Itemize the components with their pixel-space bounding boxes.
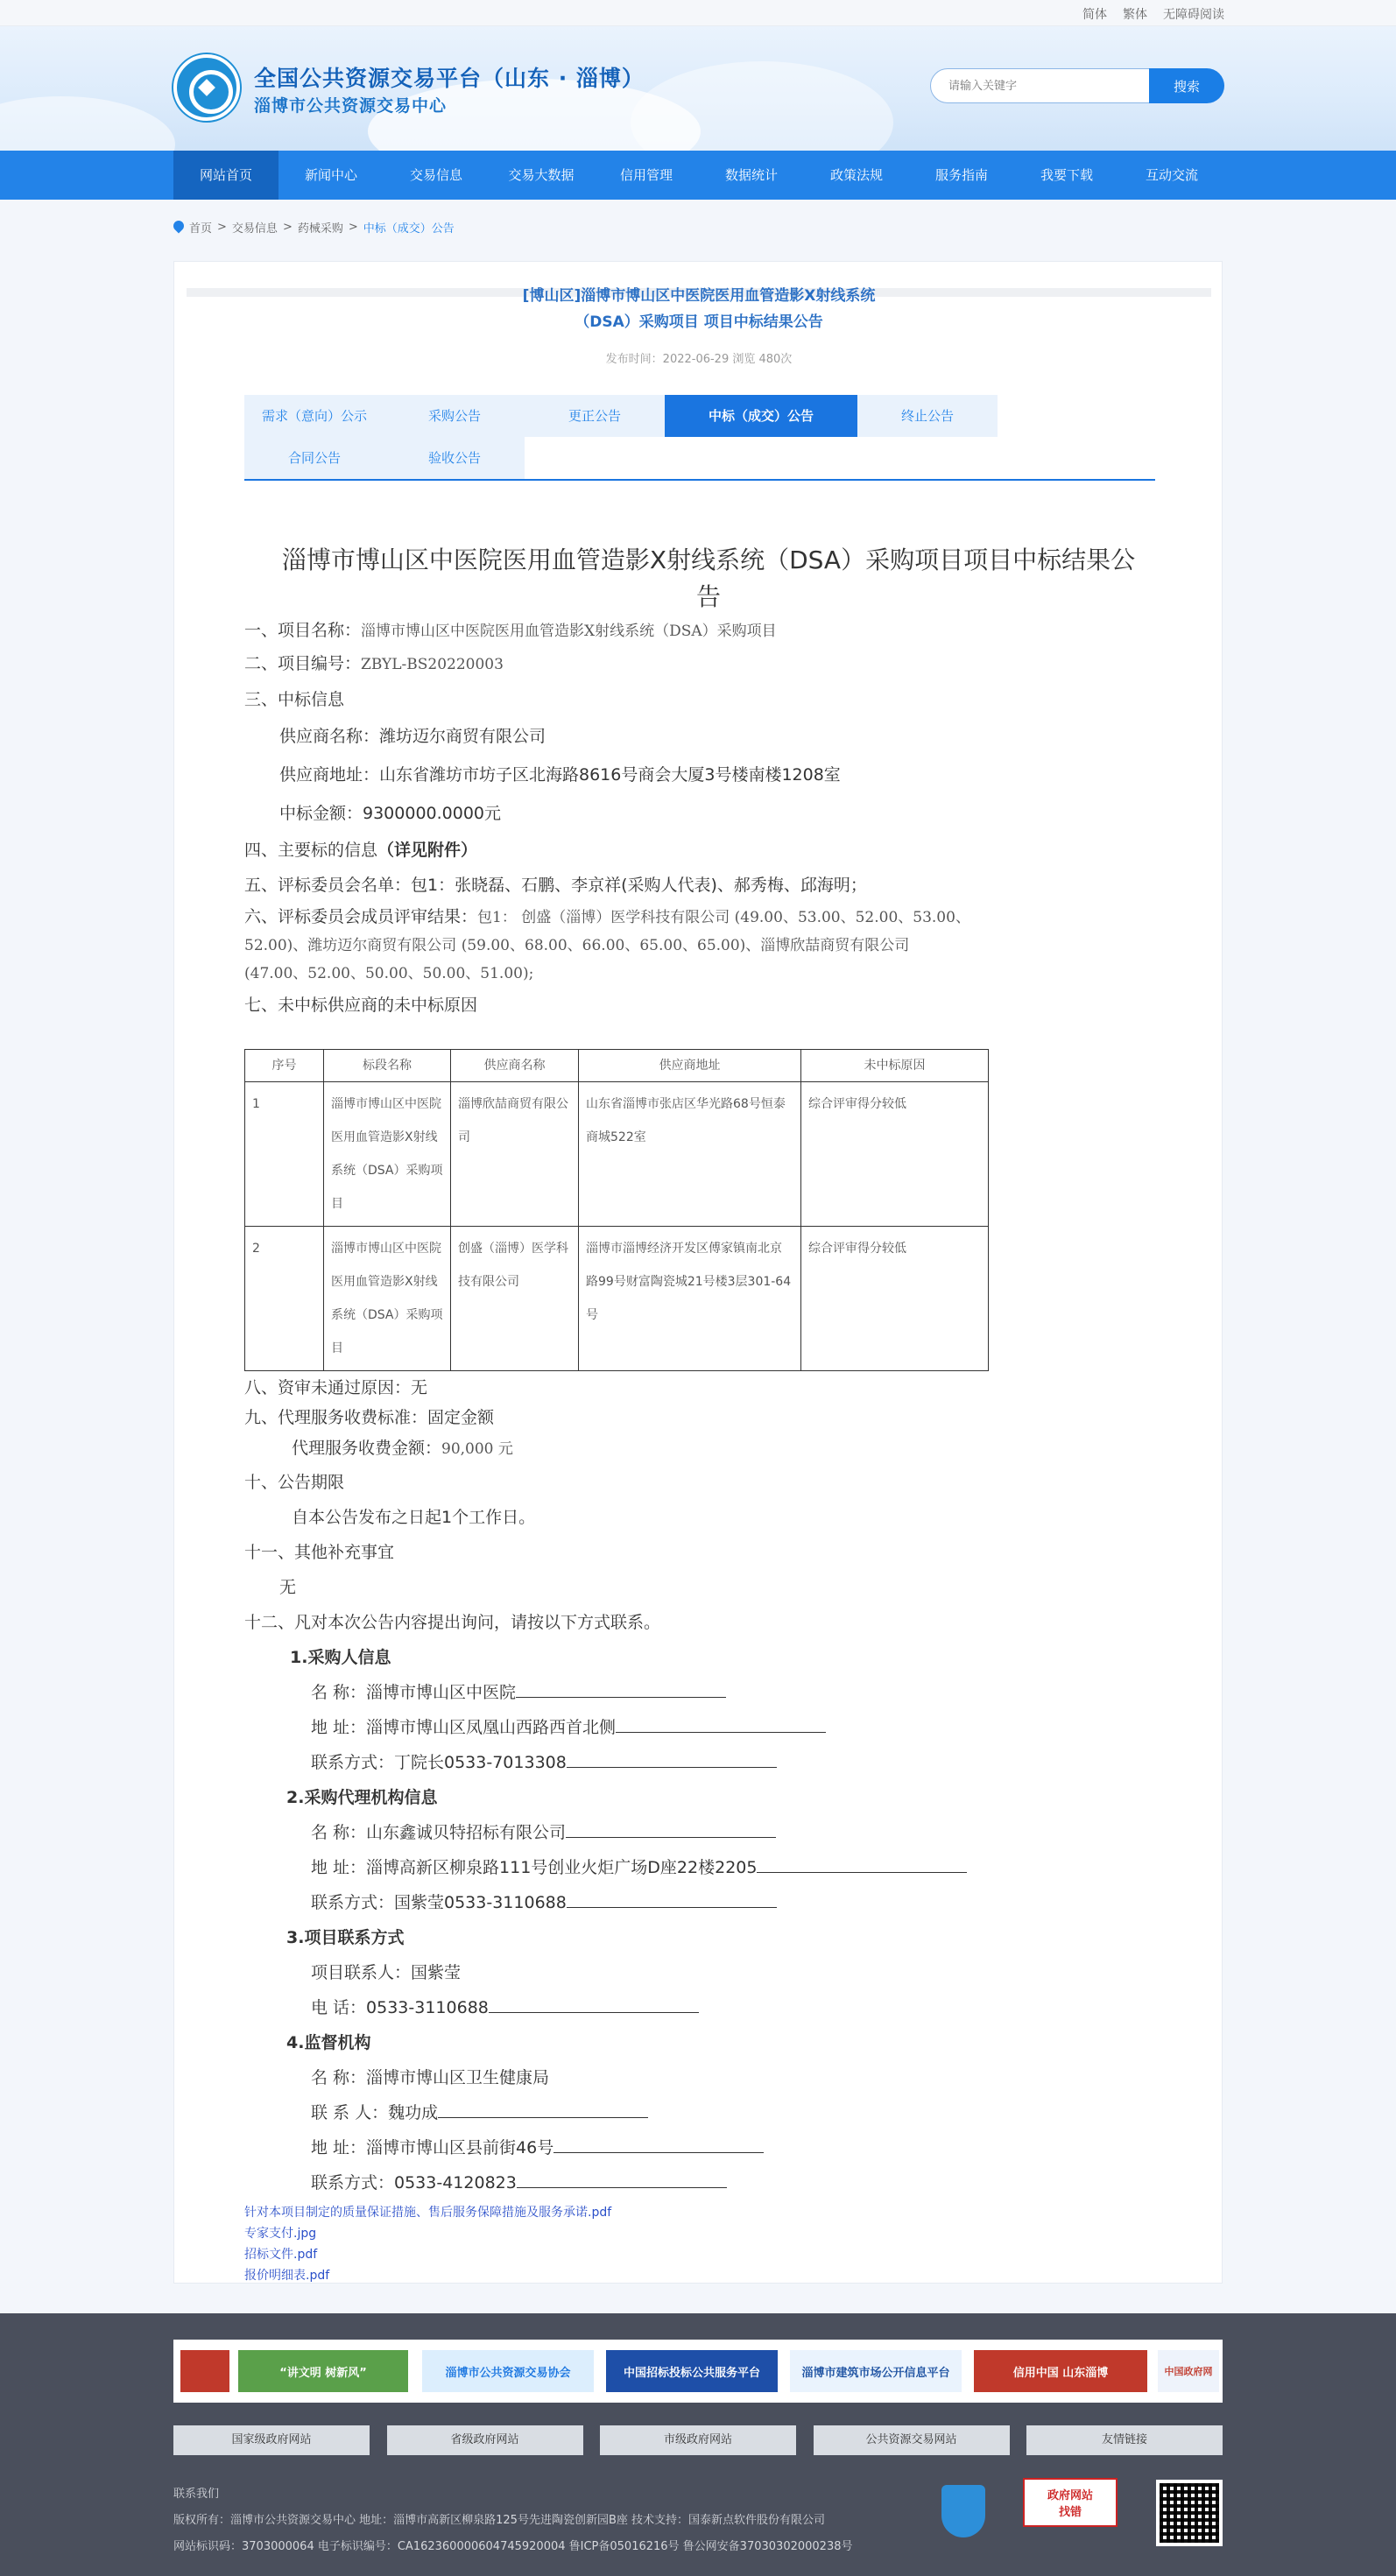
link-selects	[173, 2425, 1223, 2455]
project-contact-phone: 电 话：0533-3110688	[244, 1990, 1173, 2025]
search-button[interactable]: 搜索	[1149, 68, 1224, 103]
nav-item-home[interactable]: 网站首页	[173, 151, 278, 200]
article-heading	[244, 542, 1173, 616]
col-supplier-address: 供应商地址	[579, 1050, 801, 1082]
attachment-link-tender-file[interactable]: 招标文件.pdf	[244, 2248, 318, 2262]
col-reason: 未中标原因	[801, 1050, 989, 1082]
see-attachment-note: （详见附件）	[377, 841, 478, 860]
article-heading-line2: 告	[695, 582, 721, 611]
underline-blank	[517, 2172, 727, 2188]
select-friendly-links[interactable]: 友情链接	[1026, 2425, 1223, 2455]
cell-lot-name: 淄博市博山区中医院医用血管造影X射线系统（DSA）采购项目	[324, 1227, 451, 1371]
supervisor-contact: 联系方式：0533-4120823	[244, 2165, 1173, 2200]
agency-fee-value: 90,000 元	[441, 1440, 513, 1458]
site-logo-icon[interactable]	[173, 54, 240, 121]
purchaser-info-title: 1.采购人信息	[290, 1648, 391, 1667]
partner-banner-bidding-platform[interactable]: 中国招标投标公共服务平台	[606, 2350, 778, 2392]
underline-blank	[567, 1752, 777, 1768]
supplier-address: 供应商地址：山东省潍坊市坊子区北海路8616号商会大厦3号楼南楼1208室	[279, 765, 841, 785]
accessibility-link[interactable]: 无障碍阅读	[1163, 8, 1224, 22]
announcement-title-line2: （DSA）采购项目 项目中标结果公告	[575, 313, 823, 331]
breadcrumb-separator: >	[282, 221, 293, 234]
committee-results-line2: 52.00)、潍坊迈尔商贸有限公司 (59.00、68.00、66.00、65.00、65.00)、淄博欣喆商贸有限公司	[244, 937, 910, 954]
underline-blank	[757, 1857, 967, 1873]
cell-supplier-address: 淄博市淄博经济开发区傅家镇南北京路99号财富陶瓷城21号楼3层301-64号	[579, 1227, 801, 1371]
tab-procurement-notice[interactable]: 采购公告	[384, 395, 525, 437]
underline-blank	[567, 1892, 777, 1908]
cell-supplier-name: 创盛（淄博）医学科技有限公司	[451, 1227, 579, 1371]
announcement-title	[174, 283, 1223, 335]
purchaser-address: 地 址：淄博市博山区凤凰山西路西首北侧	[244, 1710, 1173, 1745]
search-input[interactable]	[930, 68, 1158, 103]
tabs-underline	[244, 479, 1155, 481]
partner-banner-gov[interactable]: 中国政府网	[1158, 2350, 1219, 2392]
agency-fee-label: 代理服务收费金额：	[292, 1439, 442, 1458]
project-name-label: 一、项目名称：	[244, 621, 362, 640]
party-gov-badge-icon[interactable]	[941, 2485, 985, 2537]
committee-results	[244, 903, 1173, 988]
cell-reason: 综合评审得分较低	[801, 1227, 989, 1371]
nav-item-download[interactable]: 我要下载	[1040, 167, 1093, 183]
attachment-list	[244, 2202, 1173, 2286]
agency-name: 名 称：山东鑫诚贝特招标有限公司	[244, 1815, 1173, 1850]
underline-blank	[553, 2137, 764, 2153]
underline-blank	[489, 1997, 699, 2013]
qualification-failure: 八、资审未通过原因：无	[244, 1378, 428, 1397]
agency-address: 地 址：淄博高新区柳泉路111号创业火炬广场D座22楼2205	[244, 1850, 1173, 1885]
breadcrumb	[173, 219, 455, 236]
project-contact-title: 3.项目联系方式	[286, 1928, 405, 1947]
search-box	[930, 68, 1224, 103]
committee-list: 五、评标委员会名单：包1：张晓磊、石鹏、李京祥(采购人代表)、郝秀梅、邱海明；	[244, 876, 867, 895]
cell-lot-name: 淄博市博山区中医院医用血管造影X射线系统（DSA）采购项目	[324, 1082, 451, 1227]
nav-item-big-data[interactable]: 交易大数据	[508, 167, 575, 183]
attachment-link-expert-payment[interactable]: 专家支付.jpg	[244, 2227, 317, 2241]
breadcrumb-current: 中标（成交）公告	[363, 222, 455, 236]
site-title[interactable]: 全国公共资源交易平台（山东 · 淄博）	[254, 66, 645, 91]
committee-results-line3: (47.00、52.00、50.00、50.00、51.00);	[244, 965, 534, 982]
notice-period-value: 自本公告发布之日起1个工作日。	[292, 1508, 536, 1527]
footer-info	[173, 2481, 852, 2560]
tab-termination-notice[interactable]: 终止公告	[857, 395, 998, 437]
project-code-value: ZBYL-BS20220003	[361, 656, 504, 673]
supervisor-address: 地 址：淄博市博山区县前街46号	[244, 2130, 1173, 2165]
project-contact-person: 项目联系人：国紫莹	[311, 1963, 462, 1982]
main-nav	[0, 151, 1396, 200]
table-row	[245, 1082, 989, 1227]
select-resource-trading-sites[interactable]: 公共资源交易网站	[814, 2425, 1010, 2455]
publish-meta: 发布时间：2022-06-29 浏览 480次	[605, 353, 793, 366]
project-code-label: 二、项目编号：	[244, 654, 362, 673]
qr-code-icon	[1156, 2480, 1223, 2546]
col-index: 序号	[245, 1050, 324, 1082]
site-subtitle: 淄博市公共资源交易中心	[254, 96, 448, 116]
underline-blank	[616, 1717, 826, 1733]
nav-item-policy[interactable]: 政策法规	[829, 167, 883, 183]
cell-index: 2	[245, 1227, 324, 1371]
breadcrumb-separator: >	[217, 221, 227, 234]
nav-item-guide[interactable]: 服务指南	[934, 167, 988, 183]
agency-fee-standard: 九、代理服务收费标准：固定金额	[244, 1408, 495, 1427]
header-cloud-decoration	[0, 96, 175, 151]
tab-demand-intent[interactable]: 需求（意向）公示	[244, 395, 384, 437]
supplier-name: 供应商名称：潍坊迈尔商贸有限公司	[279, 727, 546, 746]
tab-acceptance-notice[interactable]: 验收公告	[384, 437, 525, 479]
tab-award-notice[interactable]: 中标（成交）公告	[665, 395, 857, 437]
underline-blank	[438, 2102, 648, 2118]
partner-banner-association[interactable]: 淄博市公共资源交易协会	[422, 2350, 594, 2392]
purchaser-name: 名 称：淄博市博山区中医院	[244, 1675, 1173, 1710]
select-provincial-gov-sites[interactable]: 省级政府网站	[387, 2425, 583, 2455]
tab-correction-notice[interactable]: 更正公告	[525, 395, 665, 437]
nav-item-trade-info[interactable]: 交易信息	[409, 167, 462, 183]
simplified-link[interactable]: 简体	[1082, 8, 1107, 22]
copyright-line: 版权所有：淄博市公共资源交易中心 地址：淄博市高新区柳泉路125号先进陶瓷创新园B座 技术支持：国泰新点软件股份有限公司	[173, 2514, 825, 2527]
select-municipal-gov-sites[interactable]: 市级政府网站	[600, 2425, 796, 2455]
supervisor-person: 联 系 人：魏功成	[244, 2095, 1173, 2130]
tab-contract-notice[interactable]: 合同公告	[244, 437, 384, 479]
col-supplier-name: 供应商名称	[451, 1050, 579, 1082]
agency-info-title: 2.采购代理机构信息	[286, 1788, 438, 1807]
award-info-heading: 三、中标信息	[244, 690, 345, 709]
unsuccessful-reasons-heading: 七、未中标供应商的未中标原因	[244, 996, 478, 1015]
contact-us-link[interactable]: 联系我们	[173, 2488, 220, 2501]
utility-links	[1082, 5, 1224, 23]
purchaser-contact: 联系方式：丁院长0533-7013308	[244, 1745, 1173, 1780]
article-content	[244, 542, 1173, 2286]
cell-supplier-address: 山东省淄博市张店区华光路68号恒泰商城522室	[579, 1082, 801, 1227]
contact-heading: 十二、凡对本次公告内容提出询问，请按以下方式联系。	[244, 1613, 661, 1632]
article-card	[173, 261, 1223, 2284]
other-matters-heading: 十一、其他补充事宜	[244, 1543, 395, 1562]
unsuccessful-bidders-table	[244, 1049, 989, 1371]
announcement-tabs	[244, 395, 1155, 481]
registration-line: 网站标识码：3703000064 电子标识编号：CA162360000604745920004 鲁ICP备05016216号 鲁公网安备37030302000238号	[173, 2540, 853, 2553]
underline-blank	[566, 1822, 776, 1838]
select-national-gov-sites[interactable]: 国家级政府网站	[173, 2425, 370, 2455]
breadcrumb-trade-info[interactable]: 交易信息	[231, 222, 278, 236]
partner-banner-partial[interactable]	[180, 2350, 229, 2392]
committee-results-line1: 包1： 创盛（淄博）医学科技有限公司 (49.00、53.00、52.00、53.00、	[477, 909, 970, 926]
agency-contact: 联系方式：国紫莹0533-3110688	[244, 1885, 1173, 1920]
article-heading-line1: 淄博市博山区中医院医用血管造影X射线系统（DSA）采购项目项目中标结果公	[281, 545, 1136, 574]
nav-item-credit[interactable]: 信用管理	[619, 167, 673, 183]
partner-banner-carousel	[173, 2340, 1223, 2403]
site-header	[0, 26, 1396, 151]
underline-blank	[516, 1682, 726, 1698]
agency-fee-amount	[244, 1432, 1173, 1465]
award-amount: 中标金额：9300000.0000元	[279, 804, 502, 823]
col-lot-name: 标段名称	[324, 1050, 451, 1082]
project-name-value: 淄博市博山区中医院医用血管造影X射线系统（DSA）采购项目	[361, 623, 777, 640]
location-pin-icon	[173, 221, 184, 235]
supervisor-name: 名 称：淄博市博山区卫生健康局	[311, 2068, 550, 2087]
supervisor-title: 4.监督机构	[286, 2033, 371, 2052]
project-code-line	[244, 646, 1173, 682]
other-matters-value: 无	[279, 1578, 297, 1597]
partner-banner-credit-china[interactable]: 信用中国 山东淄博	[974, 2350, 1147, 2392]
nav-item-statistics[interactable]: 数据统计	[724, 167, 778, 183]
breadcrumb-separator: >	[348, 221, 358, 234]
attachment-link-service-commitment[interactable]: 针对本项目制定的质量保证措施、售后服务保障措施及服务承诺.pdf	[244, 2206, 612, 2220]
announcement-title-line1: [博山区]淄博市博山区中医院医用血管造影X射线系统	[522, 287, 876, 305]
site-footer	[0, 2313, 1396, 2576]
badge-label-line1: 政府网站	[1047, 2489, 1093, 2502]
table-header-row	[245, 1050, 989, 1082]
breadcrumb-home[interactable]: 首页	[189, 222, 213, 236]
traditional-link[interactable]: 繁体	[1123, 8, 1147, 22]
header-cloud-decoration	[631, 61, 893, 151]
cell-supplier-name: 淄博欣喆商贸有限公司	[451, 1082, 579, 1227]
cell-reason: 综合评审得分较低	[801, 1082, 989, 1227]
main-target-info	[244, 833, 1173, 868]
cell-index: 1	[245, 1082, 324, 1227]
notice-period-heading: 十、公告期限	[244, 1473, 345, 1492]
project-name-line	[244, 616, 1173, 646]
badge-label-line2: 找错	[1058, 2506, 1082, 2519]
partner-banner-civilization[interactable]: “讲文明 树新风”	[238, 2350, 408, 2392]
nav-item-interaction[interactable]: 互动交流	[1145, 167, 1198, 183]
table-row	[245, 1227, 989, 1371]
nav-item-news[interactable]: 新闻中心	[304, 167, 357, 183]
top-utility-bar	[0, 0, 1396, 26]
attachment-link-price-detail[interactable]: 报价明细表.pdf	[244, 2269, 330, 2283]
committee-results-label: 六、评标委员会成员评审结果：	[244, 907, 478, 926]
gov-site-error-report-badge[interactable]	[1023, 2478, 1118, 2527]
main-target-label: 四、主要标的信息	[244, 841, 378, 860]
partner-banner-construction[interactable]: 淄博市建筑市场公开信息平台	[790, 2350, 962, 2392]
breadcrumb-medical-procurement[interactable]: 药械采购	[297, 222, 343, 236]
